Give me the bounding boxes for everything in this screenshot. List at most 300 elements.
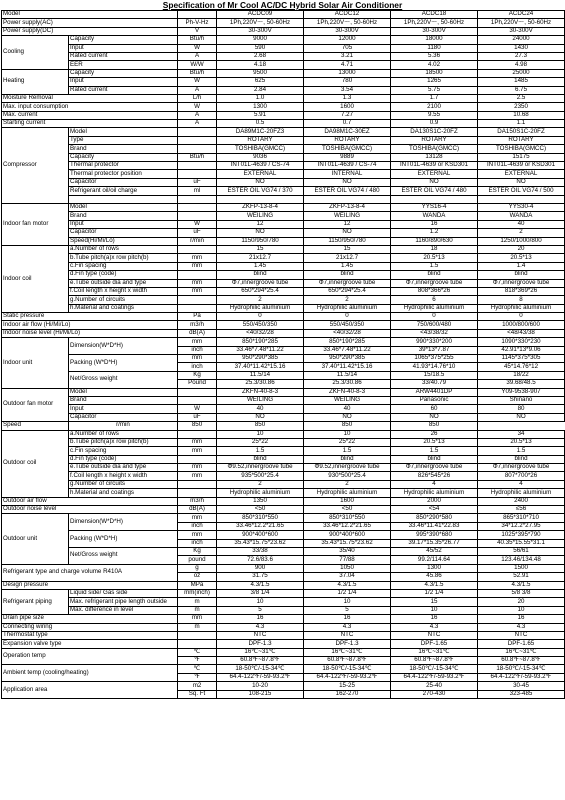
value-cell-model-1: 30-300V xyxy=(217,27,304,35)
spec-row xyxy=(2,120,565,128)
group-label: Indoor air flow (Hi/Mi/Lo) xyxy=(2,321,178,329)
value-cell-model-1: 850*310*550 xyxy=(217,514,304,522)
value-cell-model-1: 40 xyxy=(217,405,304,413)
unit-cell: Btu/h xyxy=(178,36,217,44)
value-cell-model-4: TOSHIBA(GMCC) xyxy=(478,145,565,153)
item-label: h.Material and coatings xyxy=(69,489,178,497)
spec-row xyxy=(2,296,565,304)
value-cell-model-4: 30-300V xyxy=(478,27,565,35)
value-cell-model-1: 935*500*25.4 xyxy=(217,472,304,480)
group-label: Indoor coil xyxy=(2,245,69,312)
value-cell-model-3: 1.5 xyxy=(391,447,478,455)
value-cell-model-2: 37.40*11.42*15.16 xyxy=(304,363,391,371)
spec-row xyxy=(2,338,565,346)
value-cell-model-3: <54 xyxy=(391,506,478,514)
value-cell-model-4: Hydrophilic aluminium xyxy=(478,304,565,312)
group-label: Max. input consumption xyxy=(2,103,178,111)
value-cell-model-2: 2 xyxy=(304,480,391,488)
unit-cell xyxy=(178,170,217,178)
value-cell-model-2: 64.4-122℉/-59-93.2℉ xyxy=(304,673,391,681)
spec-row xyxy=(2,245,565,253)
value-cell-model-3: Panasonic xyxy=(391,396,478,404)
value-cell-model-3: TOSHIBA(GMCC) xyxy=(391,145,478,153)
unit-cell xyxy=(178,631,217,639)
group-label: Outdoor fan motor xyxy=(2,388,69,422)
value-cell-model-1: WEILING xyxy=(217,396,304,404)
value-cell-model-4: Hydrophilic aluminium xyxy=(478,489,565,497)
value-cell-model-3: Φ7,innergroove tube xyxy=(391,464,478,472)
item-label: a.Number of rows xyxy=(69,430,178,438)
unit-cell: mm xyxy=(178,287,217,295)
spec-row xyxy=(2,254,565,262)
value-cell-model-1: WEILING xyxy=(217,212,304,220)
value-cell-model-4: 818*369*26 xyxy=(478,287,565,295)
value-cell-model-1: 1150/950/780 xyxy=(217,237,304,245)
value-cell-model-1: 4.18 xyxy=(217,61,304,69)
value-cell-model-4: DA150S1C-20FZ xyxy=(478,128,565,136)
spec-row xyxy=(2,430,565,438)
spec-row xyxy=(2,589,565,597)
spec-row xyxy=(2,531,565,539)
specification-sheet xyxy=(1,0,564,699)
unit-cell: r/min xyxy=(69,422,178,430)
value-cell-model-1: Φ7,innergroove tube xyxy=(217,279,304,287)
unit-cell: Kg xyxy=(178,548,217,556)
value-cell-model-3: 64.4-122℉/-59-93.2℉ xyxy=(391,673,478,681)
spec-row xyxy=(2,405,565,413)
value-cell-model-1: 33.46*12.2*21.65 xyxy=(217,522,304,530)
value-cell-model-4: NO xyxy=(478,178,565,186)
value-cell-model-3 xyxy=(391,195,478,203)
unit-cell: inch xyxy=(178,539,217,547)
value-cell-model-1: ZKFP-13-8-4 xyxy=(217,203,304,211)
spec-row xyxy=(2,329,565,337)
group-label: Outdoor coil xyxy=(2,430,69,497)
value-cell-model-3: 16 xyxy=(391,220,478,228)
spec-row xyxy=(2,11,565,19)
value-cell-model-4: 1485 xyxy=(478,78,565,86)
value-cell-model-4: 323-485 xyxy=(478,690,565,698)
value-cell-model-2: 550/450/350 xyxy=(304,321,391,329)
value-cell-model-2: ZKFN-40-8-3 xyxy=(304,388,391,396)
unit-cell: Btu/h xyxy=(178,69,217,77)
value-cell-model-3: 16℃~31℃ xyxy=(391,648,478,656)
value-cell-model-2: 16℃~31℃ xyxy=(304,648,391,656)
value-cell-model-3: 1180 xyxy=(391,44,478,52)
value-cell-model-2: 1050 xyxy=(304,564,391,572)
spec-row xyxy=(2,78,565,86)
value-cell-model-3: 9.55 xyxy=(391,111,478,119)
value-cell-model-2: 950*290*385 xyxy=(304,355,391,363)
group-label: Model xyxy=(2,11,178,19)
value-cell-model-2: 11.5/14 xyxy=(304,371,391,379)
value-cell-model-4: 24000 xyxy=(478,36,565,44)
unit-cell xyxy=(178,245,217,253)
spec-row xyxy=(2,623,565,631)
unit-cell: oz xyxy=(178,573,217,581)
value-cell-model-2: 850 xyxy=(217,422,304,430)
unit-cell xyxy=(178,145,217,153)
value-cell-model-3: 33.46*11.41*22.83 xyxy=(391,522,478,530)
value-cell-model-2: 2 xyxy=(304,296,391,304)
value-cell-model-2: 77/88 xyxy=(304,556,391,564)
value-cell-model-3: 45/52 xyxy=(391,548,478,556)
unit-cell: mm xyxy=(178,279,217,287)
group-label: Expansion valve type xyxy=(2,640,178,648)
item-label: Dimension(W*D*H) xyxy=(69,338,178,355)
value-cell-model-1: 60.8℉~87.8℉ xyxy=(217,657,304,665)
value-cell-model-2: 850*310*550 xyxy=(304,514,391,522)
value-cell-model-3: 4.02 xyxy=(391,61,478,69)
value-cell-model-3: 25-40 xyxy=(391,682,478,690)
spec-row xyxy=(2,52,565,60)
value-cell-model-1: 2 xyxy=(217,296,304,304)
value-cell-model-1: 5.91 xyxy=(217,111,304,119)
value-cell-model-1: 1.5 xyxy=(217,447,304,455)
spec-row xyxy=(2,111,565,119)
value-cell-model-1: 33/38 xyxy=(217,548,304,556)
spec-row xyxy=(2,506,565,514)
value-cell-model-3: 18500 xyxy=(391,69,478,77)
value-cell-model-2: TOSHIBA(GMCC) xyxy=(304,145,391,153)
spec-row xyxy=(2,94,565,102)
value-cell-model-2: WEILING xyxy=(304,212,391,220)
unit-cell: V xyxy=(178,27,217,35)
value-cell-model-4: 1500 xyxy=(478,564,565,572)
value-cell-model-3: 1Ph,220V～, 50-60Hz xyxy=(391,19,478,27)
value-cell-model-3: 18 xyxy=(391,245,478,253)
spec-row xyxy=(2,61,565,69)
value-cell-model-4: blind xyxy=(478,455,565,463)
value-cell-model-4: ≤56 xyxy=(478,506,565,514)
value-cell-model-1: NO xyxy=(217,413,304,421)
value-cell-model-2: 1/2 1/4 xyxy=(304,589,391,597)
spec-row xyxy=(2,162,565,170)
value-cell-model-3: blind xyxy=(391,271,478,279)
value-cell-model-1: 72.6/83.6 xyxy=(217,556,304,564)
value-cell-model-2: NO xyxy=(304,178,391,186)
spec-row xyxy=(2,438,565,446)
value-cell-model-3: 4.3/1.5 xyxy=(391,581,478,589)
value-cell-model-3: 0.9 xyxy=(391,120,478,128)
value-cell-model-3: 270-430 xyxy=(391,690,478,698)
value-cell-model-2: <40/32/28 xyxy=(304,329,391,337)
unit-cell: ℃ xyxy=(178,665,217,673)
unit-cell xyxy=(178,271,217,279)
value-cell-model-1: blind xyxy=(217,455,304,463)
value-cell-model-2: 1.45 xyxy=(304,262,391,270)
value-cell-model-3: 20.5*13 xyxy=(391,438,478,446)
value-cell-model-2: 1150/950/780 xyxy=(304,237,391,245)
value-cell-model-2: INT01L-4639 / CS-74 xyxy=(304,162,391,170)
value-cell-model-4: 1025*395*790 xyxy=(478,531,565,539)
spec-row xyxy=(2,497,565,505)
item-label: e.Tube outside dia and type xyxy=(69,279,178,287)
spec-row xyxy=(2,145,565,153)
value-cell-model-3: NO xyxy=(391,178,478,186)
item-label: Brand xyxy=(69,396,178,404)
unit-cell: Kg xyxy=(178,371,217,379)
item-label: Model xyxy=(69,128,178,136)
value-cell-model-4: 1250/1000/800 xyxy=(478,237,565,245)
value-cell-model-4: blind xyxy=(478,271,565,279)
value-cell-model-3: blind xyxy=(391,455,478,463)
value-cell-model-2: 12 xyxy=(304,220,391,228)
value-cell-model-2: INTERNAL xyxy=(304,170,391,178)
item-label: Dimension(W*D*H) xyxy=(69,514,178,531)
value-cell-model-3: 1065*375*255 xyxy=(391,355,478,363)
spec-row xyxy=(2,598,565,606)
item-label: Brand xyxy=(69,212,178,220)
value-cell-model-1: 11.5/14 xyxy=(217,371,304,379)
spec-row xyxy=(2,229,565,237)
value-cell-model-1: 950*290*385 xyxy=(217,355,304,363)
item-label: Model xyxy=(69,388,178,396)
value-cell-model-2: 900*400*600 xyxy=(304,531,391,539)
spec-row xyxy=(2,682,565,690)
value-cell-model-3: 1160/890/630 xyxy=(391,237,478,245)
item-label: Rated current xyxy=(69,52,178,60)
value-cell-model-4: Y09-9538-907 xyxy=(478,388,565,396)
value-cell-model-4: ROTARY xyxy=(478,136,565,144)
unit-cell xyxy=(178,640,217,648)
value-cell-model-2: 1.5 xyxy=(304,447,391,455)
value-cell-model-2: ROTARY xyxy=(304,136,391,144)
unit-cell xyxy=(178,455,217,463)
unit-cell: mm xyxy=(178,514,217,522)
unit-cell: mm xyxy=(178,438,217,446)
item-label: Net/Gross weight xyxy=(69,371,178,388)
value-cell-model-4: 39.68/48.5 xyxy=(478,380,565,388)
value-cell-model-1: 4.3/1.5 xyxy=(217,581,304,589)
value-cell-model-1: ACDC09 xyxy=(217,11,304,19)
value-cell-model-1: 2.84 xyxy=(217,86,304,94)
value-cell-model-4: 1.1 xyxy=(478,120,565,128)
value-cell-model-3: 60 xyxy=(391,405,478,413)
value-cell-model-1: 4.3 xyxy=(217,623,304,631)
value-cell-model-4: ACDC24 xyxy=(478,11,565,19)
value-cell-model-4: 1090*330*230 xyxy=(478,338,565,346)
unit-cell: inch xyxy=(178,522,217,530)
item-label: Type xyxy=(69,136,178,144)
value-cell-model-4: 8 xyxy=(478,296,565,304)
spec-row xyxy=(2,313,565,321)
item-label: Brand xyxy=(69,145,178,153)
value-cell-model-3: ARW4401DP xyxy=(391,388,478,396)
spec-row xyxy=(2,19,565,27)
value-cell-model-3: 1265 xyxy=(391,78,478,86)
item-label xyxy=(69,195,178,203)
item-label: Model xyxy=(69,203,178,211)
value-cell-model-4: 2400 xyxy=(478,497,565,505)
unit-cell: r/min xyxy=(178,237,217,245)
spec-row xyxy=(2,606,565,614)
item-label: EER xyxy=(69,61,178,69)
value-cell-model-2: 9889 xyxy=(304,153,391,161)
unit-cell: A xyxy=(178,111,217,119)
value-cell-model-2: 13000 xyxy=(304,69,391,77)
value-cell-model-2: 0 xyxy=(304,313,391,321)
value-cell-model-2: ZKFP-13-8-4 xyxy=(304,203,391,211)
spec-row xyxy=(2,178,565,186)
value-cell-model-4: YYS30-4 xyxy=(478,203,565,211)
item-label: c.Fin spacing xyxy=(69,447,178,455)
unit-cell xyxy=(178,296,217,304)
specification-table xyxy=(1,10,565,699)
item-label: h.Material and coatings xyxy=(69,304,178,312)
value-cell-model-4: NO xyxy=(478,413,565,421)
value-cell-model-2: 7.27 xyxy=(304,111,391,119)
value-cell-model-3: 850 xyxy=(304,422,391,430)
item-label: Packing (W*D*H) xyxy=(69,531,178,548)
value-cell-model-2: NTC xyxy=(304,631,391,639)
value-cell-model-2: 35.43*15.75*23.62 xyxy=(304,539,391,547)
value-cell-model-2: WEILING xyxy=(304,396,391,404)
unit-cell: W xyxy=(178,78,217,86)
unit-cell: ℉ xyxy=(178,673,217,681)
value-cell-model-4: INT01L-4639 or KSD301 xyxy=(478,162,565,170)
value-cell-model-3: 1.5 xyxy=(391,262,478,270)
value-cell-model-3: 826*545*26 xyxy=(391,472,478,480)
unit-cell: m xyxy=(178,606,217,614)
unit-cell: Ph-V-Hz xyxy=(178,19,217,27)
value-cell-model-2: 15 xyxy=(304,245,391,253)
value-cell-model-2: 162-270 xyxy=(304,690,391,698)
unit-cell: mm xyxy=(178,464,217,472)
value-cell-model-3: Φ7,innergroove tube xyxy=(391,279,478,287)
unit-cell: mm xyxy=(178,254,217,262)
value-cell-model-4: 40.35*15.55*31.1 xyxy=(478,539,565,547)
spec-row xyxy=(2,128,565,136)
value-cell-model-1: 2 xyxy=(217,480,304,488)
value-cell-model-2: DA98M1C-30EZ xyxy=(304,128,391,136)
unit-cell xyxy=(178,195,217,203)
group-label: Compressor xyxy=(2,128,69,204)
value-cell-model-3: WANDA xyxy=(391,212,478,220)
item-label: Capacity xyxy=(69,36,178,44)
value-cell-model-4: 1000/800/600 xyxy=(478,321,565,329)
spec-row xyxy=(2,103,565,111)
group-label: Thermostat type xyxy=(2,631,178,639)
unit-cell: dB(A) xyxy=(178,329,217,337)
value-cell-model-2: DPF-1.3 xyxy=(304,640,391,648)
group-label: Refrigerant piping xyxy=(2,589,69,614)
value-cell-model-2: 33.46*7.48*11.22 xyxy=(304,346,391,354)
spec-row xyxy=(2,44,565,52)
unit-cell: m2 xyxy=(178,682,217,690)
unit-cell: Btu/h xyxy=(178,153,217,161)
value-cell-model-3: 39*13*7.87 xyxy=(391,346,478,354)
unit-cell: m xyxy=(178,623,217,631)
spec-row xyxy=(2,464,565,472)
value-cell-model-4: 30-45 xyxy=(478,682,565,690)
value-cell-model-2: 3.54 xyxy=(304,86,391,94)
group-label: Heating xyxy=(2,69,69,94)
unit-cell: L/h xyxy=(178,94,217,102)
spec-row xyxy=(2,548,565,556)
spec-row xyxy=(2,396,565,404)
value-cell-model-3: 4.3 xyxy=(391,623,478,631)
value-cell-model-3: 6 xyxy=(391,296,478,304)
value-cell-model-1: 9500 xyxy=(217,69,304,77)
value-cell-model-1: 33.46*7.48*11.22 xyxy=(217,346,304,354)
unit-cell: MPa xyxy=(178,581,217,589)
value-cell-model-3: 2100 xyxy=(391,103,478,111)
value-cell-model-1: NTC xyxy=(217,631,304,639)
value-cell-model-3: 990*330*200 xyxy=(391,338,478,346)
spec-row xyxy=(2,648,565,656)
spec-row xyxy=(2,187,565,195)
spec-row xyxy=(2,480,565,488)
unit-cell xyxy=(178,128,217,136)
value-cell-model-2: 1600 xyxy=(304,497,391,505)
item-label: e.Tube outside dia and type xyxy=(69,464,178,472)
group-label: Power supply(DC) xyxy=(2,27,178,35)
value-cell-model-1: 590 xyxy=(217,44,304,52)
value-cell-model-1: 1.0 xyxy=(217,94,304,102)
value-cell-model-3: Hydrophilic aluminium xyxy=(391,489,478,497)
value-cell-model-3: ACDC18 xyxy=(391,11,478,19)
value-cell-model-1: 0 xyxy=(217,313,304,321)
unit-cell: mm xyxy=(178,531,217,539)
value-cell-model-2: NO xyxy=(304,229,391,237)
item-label: Capacitor xyxy=(69,413,178,421)
item-label: b.Tube pitch(a)x row pitch(b) xyxy=(69,438,178,446)
value-cell-model-3: 1.7 xyxy=(391,94,478,102)
value-cell-model-1: 850*190*285 xyxy=(217,338,304,346)
value-cell-model-3: 20.5*13 xyxy=(391,254,478,262)
spec-row xyxy=(2,455,565,463)
unit-cell xyxy=(178,212,217,220)
unit-cell xyxy=(178,480,217,488)
value-cell-model-3: 1.2 xyxy=(391,229,478,237)
unit-cell: Pa xyxy=(178,313,217,321)
value-cell-model-1: 1300 xyxy=(217,103,304,111)
value-cell-model-2: 650*294*25.4 xyxy=(304,287,391,295)
unit-cell: inch xyxy=(178,363,217,371)
unit-cell: Sq. Ft xyxy=(178,690,217,698)
value-cell-model-1: 9000 xyxy=(217,36,304,44)
value-cell-model-4: 56/61 xyxy=(478,548,565,556)
value-cell-model-4: 34 xyxy=(478,430,565,438)
value-cell-model-2: 930*500*25.4 xyxy=(304,472,391,480)
value-cell-model-3: NO xyxy=(391,413,478,421)
spec-row xyxy=(2,271,565,279)
unit-cell: m3/h xyxy=(178,497,217,505)
item-label: Thermal protector position xyxy=(69,170,178,178)
value-cell-model-4: Φ7,innergroove tube xyxy=(478,464,565,472)
value-cell-model-1: 35.43*15.75*23.62 xyxy=(217,539,304,547)
value-cell-model-3: INT01L-4639 or KSD301 xyxy=(391,162,478,170)
value-cell-model-3: 15 xyxy=(391,598,478,606)
unit-cell xyxy=(178,430,217,438)
value-cell-model-1: DA89M1C-20FZ3 xyxy=(217,128,304,136)
value-cell-model-2: 3.21 xyxy=(304,52,391,60)
value-cell-model-4: 1Ph,220V～, 50-60Hz xyxy=(478,19,565,27)
unit-cell: ℉ xyxy=(178,657,217,665)
value-cell-model-1: <50 xyxy=(217,506,304,514)
value-cell-model-2: 37.04 xyxy=(304,573,391,581)
value-cell-model-4: 4 xyxy=(478,480,565,488)
value-cell-model-4: 1145*375*305 xyxy=(478,355,565,363)
item-label: f.Coil length x height x width xyxy=(69,287,178,295)
value-cell-model-1: 31.75 xyxy=(217,573,304,581)
unit-cell xyxy=(178,162,217,170)
value-cell-model-2: 4.71 xyxy=(304,61,391,69)
value-cell-model-2: <50 xyxy=(304,506,391,514)
document-title: Specification of Mr Cool AC/DC Hybrid Solar Air Conditioner xyxy=(162,0,403,10)
group-label: Indoor unit xyxy=(2,338,69,388)
